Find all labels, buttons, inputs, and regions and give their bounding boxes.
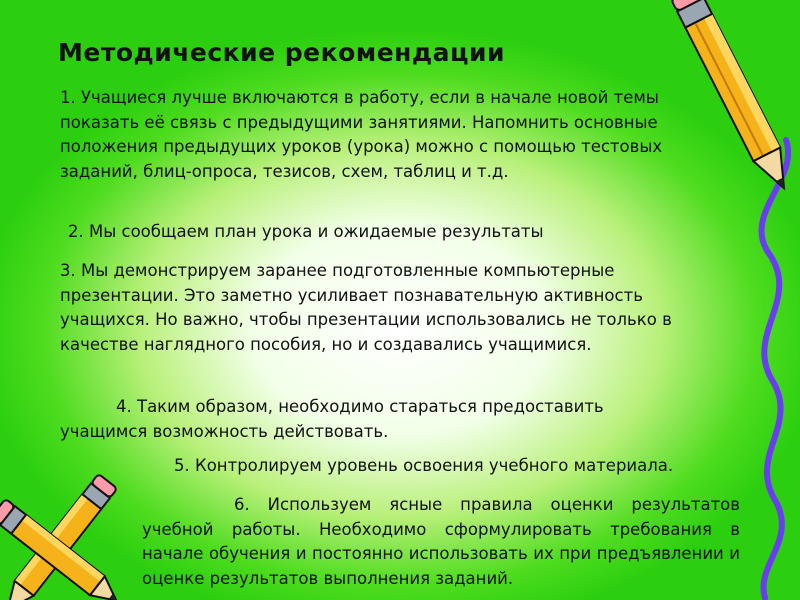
squiggle-line	[761, 140, 788, 598]
item-3: 3. Мы демонстрируем заранее подготовленные компьютерные презентации. Это заметно усиливает познавательную активность учащихся. Но важно, чтобы презентации использовались не только в качестве наглядного пособия, но и создавались учащимися.	[60, 261, 672, 354]
item-6: 6. Используем ясные правила оценки результатов учебной работы. Необходимо сформулировать требования в начале обучения и постоянно использовать их при предъявлении и оценке результатов выполнения заданий.	[142, 495, 740, 588]
item-4: 4. Таким образом, необходимо стараться предоставить учащимся возможность действовать.	[60, 397, 604, 441]
item-5: 5. Контролируем уровень освоения учебного материала.	[174, 456, 674, 475]
item-1: 1. Учащиеся лучше включаются в работу, если в начале новой темы показать её связь с предыдущими занятиями. Напомнить основные положения предыдущих уроков (урока) можно с помощью тестовых заданий, блиц-опроса, тезисов, схем, таблиц и т.д.	[60, 88, 663, 181]
slide-title: Методические рекомендации	[58, 38, 506, 67]
item-2: 2. Мы сообщаем план урока и ожидаемые результаты	[68, 222, 544, 241]
